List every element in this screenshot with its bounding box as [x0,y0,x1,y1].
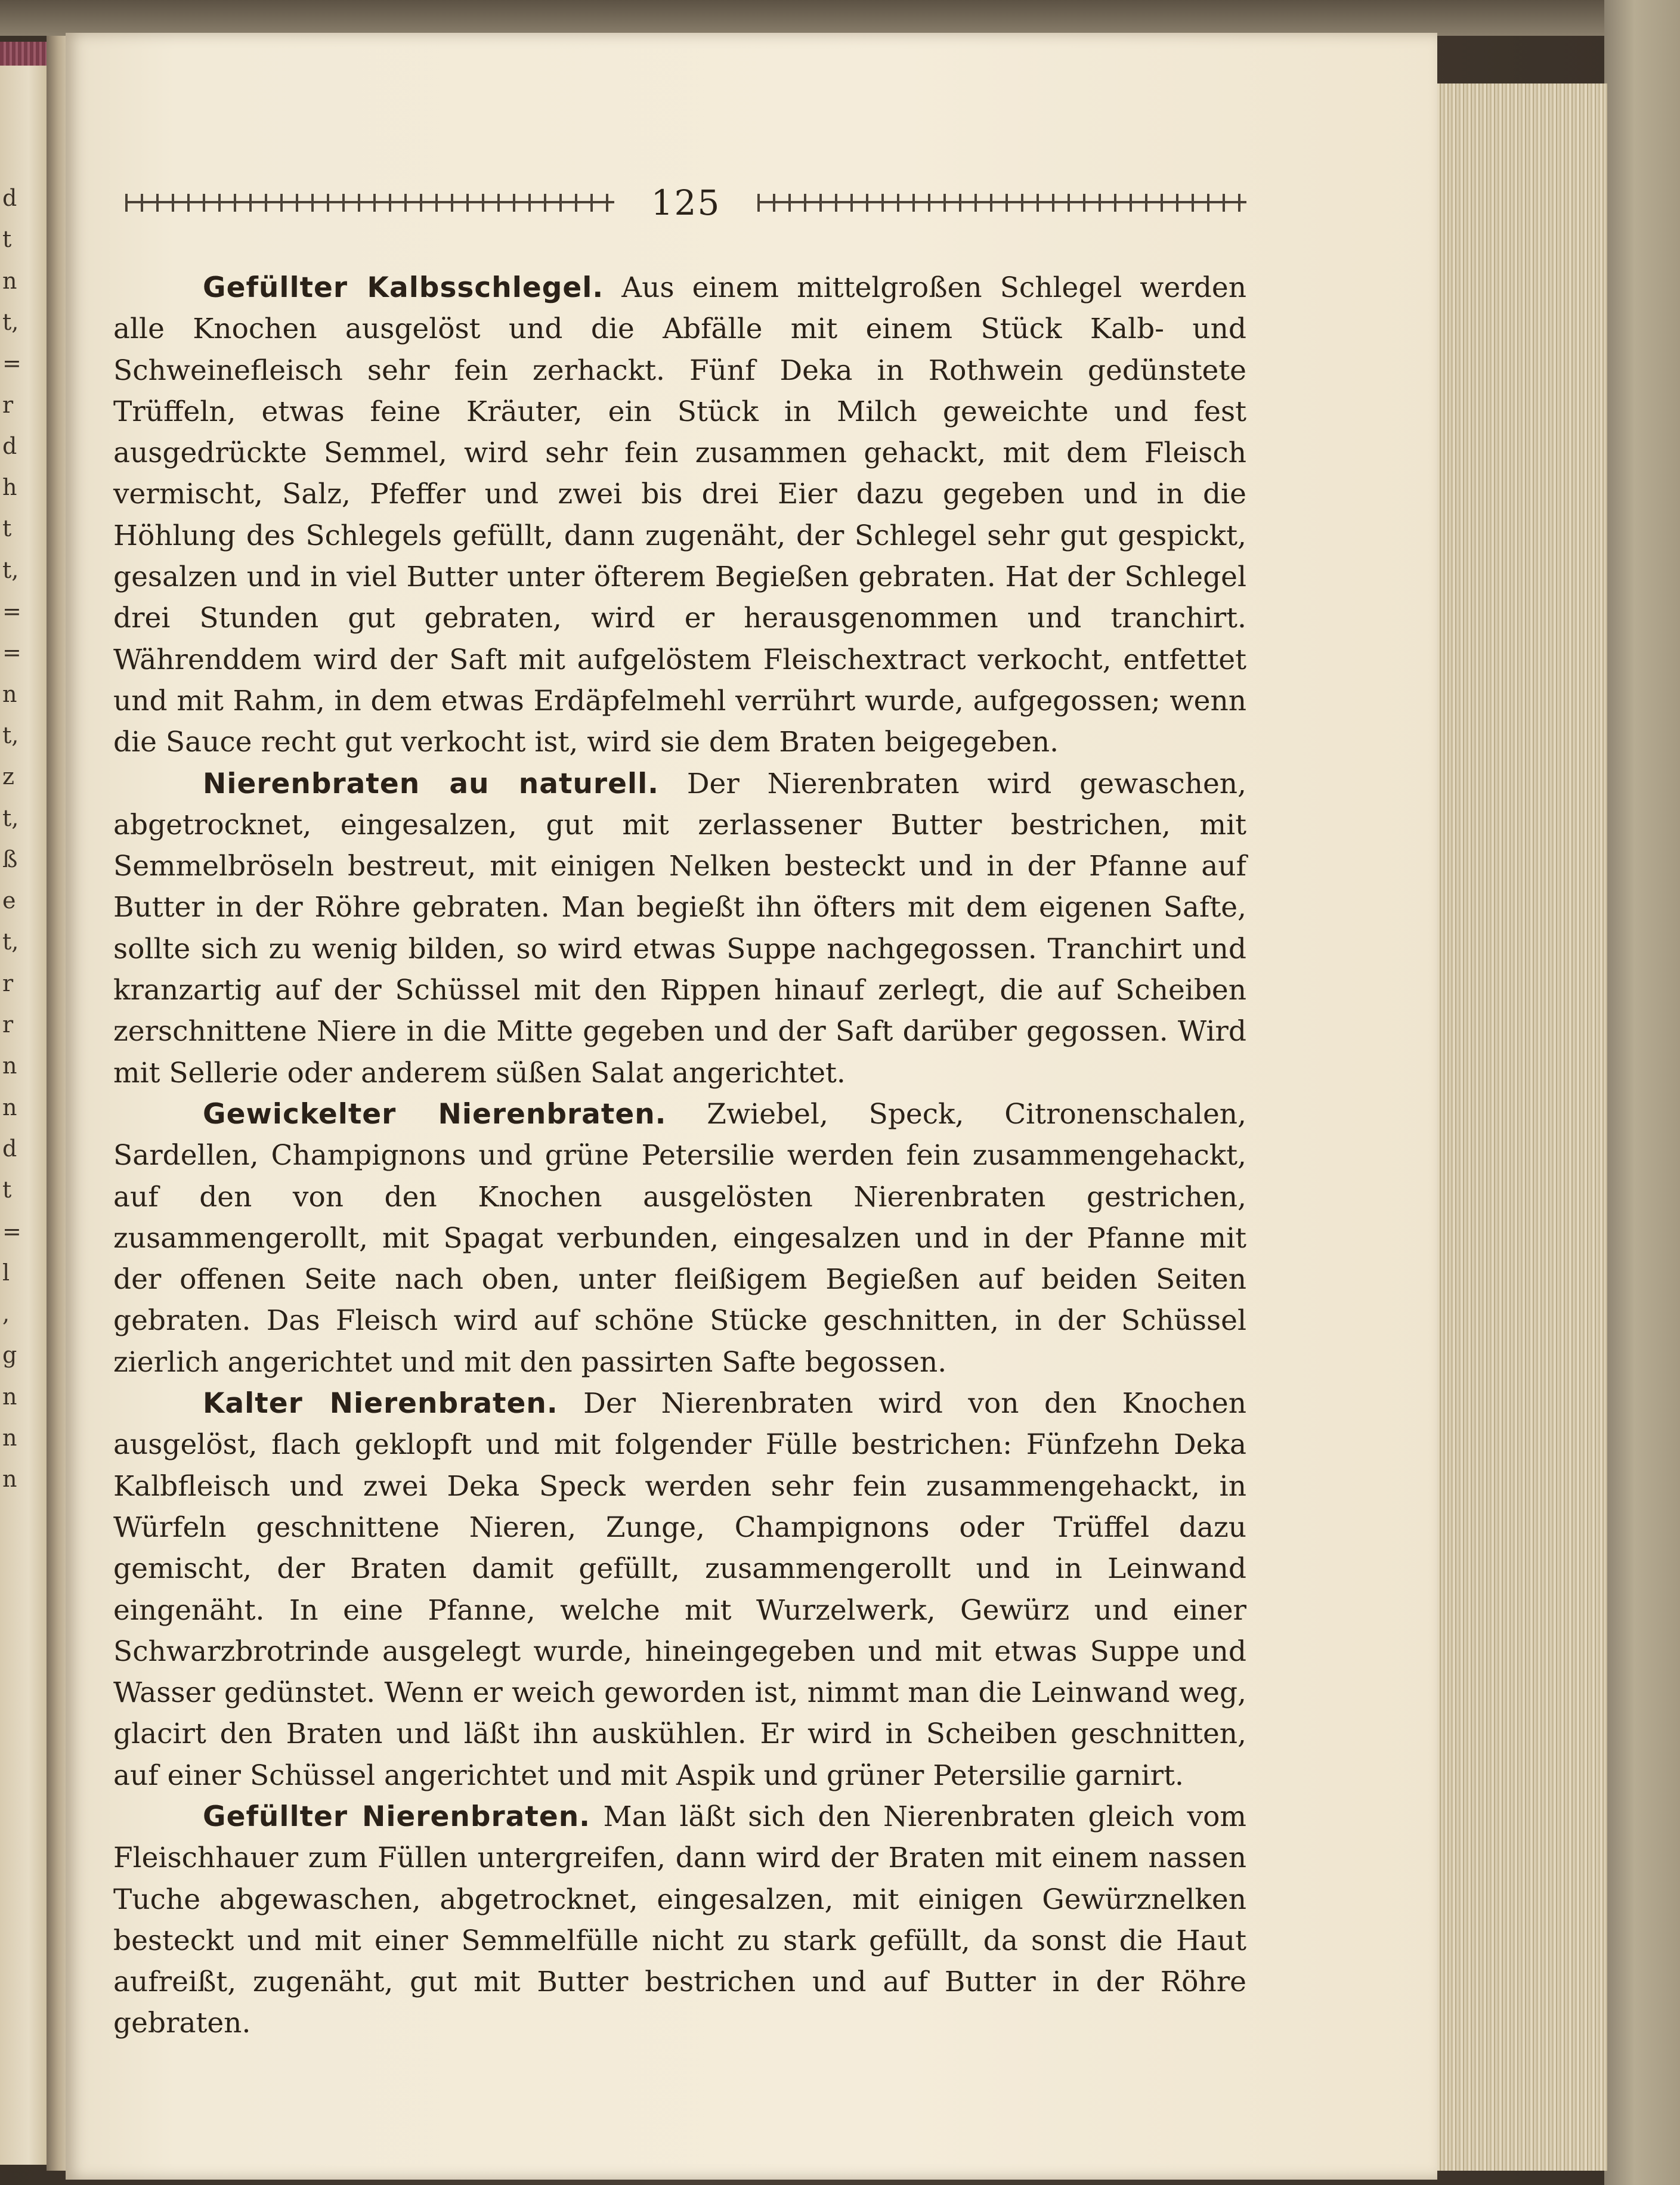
facing-page-char: t, [2,722,19,748]
recipe-paragraph [113,1383,1246,1796]
recipe-text: Man läßt sich den Nierenbraten gleich vom Fleischhauer zum Füllen untergreifen, dann wird der Braten mit einem nassen Tuche abgewaschen, abgetrocknet, eingesalzen, mit einigen Gewürznelken besteckt und mit einer Semmelfülle nicht zu stark gefüllt, da sonst die Haut aufreißt, zugenäht, gut mit Butter bestrichen und auf Butter in der Röhre gebraten. [113,1800,1246,2040]
facing-page-char: n [2,1053,17,1079]
facing-page-char: g [2,1342,17,1369]
page-body [113,267,1246,2044]
facing-page-char: n [2,267,17,294]
facing-page-char: r [2,1011,14,1038]
facing-page-char: t, [2,556,19,583]
page-number: 125 [651,182,721,223]
facing-page-char: , [2,1301,10,1327]
facing-page-char: l [2,1259,10,1286]
recipe-text: Der Nierenbraten wird gewaschen, abgetrocknet, eingesalzen, gut mit zerlassener Butter bestrichen, mit Semmelbröseln bestreut, mit einigen Nelken besteckt und in der Pfanne auf Butter in der Röhre gebraten. Man begießt ihn öfters mit dem eigenen Safte, sollte sich zu wenig bilden, so wird etwas Suppe nachgegossen. Tranchirt und kranzartig auf der Schüssel mit den Rippen hinauf zerlegt, die auf Scheiben zerschnittene Niere in die Mitte gegeben und der Saft darüber gegossen. Wird mit Sellerie oder anderem süßen Salat angerichtet. [113,767,1246,1090]
facing-page-char: = [2,598,21,624]
facing-page-char: t, [2,929,19,955]
facing-page-char: d [2,185,17,211]
facing-page-char: t, [2,308,19,335]
facing-page-char: = [2,1218,21,1245]
recipe-title: Gefüllter Nierenbraten. [203,1800,591,1833]
facing-page-char: r [2,970,14,996]
facing-page-char: d [2,432,17,459]
recipe-text: Aus einem mittelgroßen Schlegel werden alle Knochen ausgelöst und die Abfälle mit einem Stück Kalb- und Schweinefleisch sehr fein zerhackt. Fünf Deka in Rothwein gedünstete Trüffeln, etwas feine Kräuter, ein Stück in Milch geweichte und fest ausgedrückte Semmel, wird sehr fein zusammen gehackt, mit dem Fleisch vermischt, Salz, Pfeffer und zwei bis drei Eier dazu gegeben und in die Höhlung des Schlegels gefüllt, dann zugenäht, der Schlegel sehr gut gespickt, gesalzen und in viel Butter unter öfterem Begießen gebraten. Hat der Schlegel drei Stunden gut gebraten, wird er herausgenommen und tranchirt. Währenddem wird der Saft mit aufgelöstem Fleischextract verkocht, entfettet und mit Rahm, in dem etwas Erdäpfelmehl verrührt wurde, aufgegossen; wenn die Sauce recht gut verkocht ist, wird sie dem Braten beigegeben. [113,271,1246,759]
facing-page-char: = [2,639,21,666]
page-header [125,179,1246,227]
book-cover-top [0,0,1680,36]
recipe-paragraph [113,1796,1246,2044]
facing-page-char: r [2,391,14,418]
facing-page-char: n [2,1425,17,1451]
facing-page-char: n [2,680,17,707]
recipe-text: Der Nierenbraten wird von den Knochen ausgelöst, flach geklopft und mit folgender Fülle bestrichen: Fünfzehn Deka Kalbfleisch und zwei Deka Speck werden sehr fein zusammengehackt, in Würfeln geschnittene Nieren, Zunge, Champignons oder Trüffel dazu gemischt, der Braten damit gefüllt, zusammengerollt und in Leinwand eingenäht. In eine Pfanne, welche mit Wurzelwerk, Gewürz und einer Schwarzbrotrinde ausgelegt wurde, hineingegeben und mit etwas Suppe und Wasser gedünstet. Wenn er weich geworden ist, nimmt man die Leinwand weg, glacirt den Braten und läßt ihn auskühlen. Er wird in Scheiben geschnitten, auf einer Schüssel angerichtet und mit Aspik und grüner Petersilie garnirt. [113,1387,1246,1792]
facing-page-char: d [2,1135,17,1162]
recipe-title: Nierenbraten au naturell. [203,767,660,800]
facing-page-char: t [2,1177,12,1203]
header-ornament-left [125,194,614,212]
facing-page-char: n [2,1466,17,1493]
facing-page-char: e [2,887,16,914]
facing-page-char: = [2,350,21,377]
recipe-title: Kalter Nierenbraten. [203,1387,558,1420]
header-ornament-right [757,194,1246,212]
recipe-paragraph [113,267,1246,763]
facing-page-fragment [0,42,48,2165]
facing-page-char: t [2,515,12,542]
facing-page-char: n [2,1094,17,1121]
facing-page-char: t [2,226,12,253]
recipe-title: Gewickelter Nierenbraten. [203,1097,667,1131]
recipe-paragraph [113,1094,1246,1383]
facing-page-text [0,42,48,2165]
facing-page-char: z [2,763,15,790]
facing-page-char: h [2,474,17,501]
book-cover-edge [1604,0,1680,2185]
recipe-text: Zwiebel, Speck, Citronenschalen, Sardellen, Champignons und grüne Petersilie werden fein zusammengehackt, auf den von den Knochen ausgelösten Nierenbraten gestrichen, zusammengerollt, mit Spagat verbunden, eingesalzen und in der Pfanne mit der offenen Seite nach oben, unter fleißigem Begießen auf beiden Seiten gebraten. Das Fleisch wird auf schöne Stücke geschnitten, in der Schüssel zierlich angerichtet und mit den passirten Safte begossen. [113,1097,1246,1379]
recipe-title: Gefüllter Kalbsschlegel. [203,271,604,304]
facing-page-char: ß [2,846,18,872]
facing-page-char: n [2,1383,17,1410]
recipe-paragraph [113,763,1246,1094]
facing-page-char: t, [2,804,19,831]
